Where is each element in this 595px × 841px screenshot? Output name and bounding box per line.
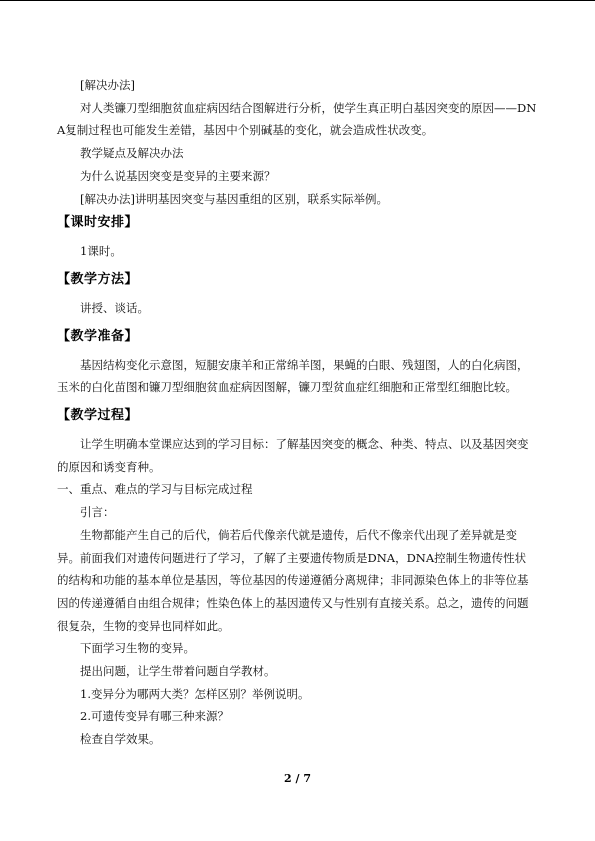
preparation-paragraph: 基因结构变化示意图，短腿安康羊和正常绵羊图，果蝇的白眼、残翅图，人的白化病图，玉米的白化苗图和镰刀型细胞贫血症病因图解，镰刀型贫血症红细胞和正常型红细胞比较。 — [57, 357, 529, 395]
page-number: 2 / 7 — [284, 772, 311, 785]
schedule-text: 1课时。 — [80, 244, 122, 259]
paragraph: 对人类镰刀型细胞贫血症病因结合图解进行分析，使学生真正明白基因突变的原因——DNA复制过程也可能发生差错，基因中个别碱基的变化，就会造成性状改变。 — [57, 100, 537, 138]
transition-text: 下面学习生物的变异。 — [80, 641, 195, 656]
subheading-text: 教学疑点及解决办法 — [80, 146, 184, 161]
intro-paragraph: 生物都能产生自己的后代，倘若后代像亲代就是遗传，后代不像亲代出现了差异就是变异。前面我们对遗传问题进行了学习，了解了主要遗传物质是DNA，DNA控制生物遗传性状的结构和功能的基本单位是基因，等位基因的传递遵循分离规律；非同源染色体上的非等位基因的传递遵循自由组合规律；性染色体上的基因遗传又与性别有直接关系。总之，遗传的问题很复杂，生物的变异也同样如此。 — [57, 527, 529, 633]
check-text: 检查自学效果。 — [80, 732, 161, 747]
section-heading-process: 【教学过程】 — [57, 408, 139, 424]
intro-label: 引言： — [80, 505, 115, 520]
method-text: 讲授、谈话。 — [80, 300, 149, 315]
top-border-line — [0, 0, 595, 1]
solution-text: [解决办法]讲明基因突变与基因重组的区别，联系实际举例。 — [80, 191, 388, 206]
section-heading-method: 【教学方法】 — [57, 271, 139, 287]
solution-label: [解决办法] — [80, 78, 135, 92]
section-heading-schedule: 【课时安排】 — [57, 215, 139, 231]
outline-heading: 一、重点、难点的学习与目标完成过程 — [57, 482, 253, 497]
section-heading-preparation: 【教学准备】 — [57, 328, 139, 344]
question-text: 为什么说基因突变是变异的主要来源？ — [80, 168, 276, 183]
instruction-text: 提出问题，让学生带着问题自学教材。 — [80, 664, 276, 679]
question-item-1: 1.变异分为哪两大类？怎样区别？举例说明。 — [80, 686, 310, 701]
objective-paragraph: 让学生明确本堂课应达到的学习目标：了解基因突变的概念、种类、特点、以及基因突变的原因和诱变育种。 — [57, 437, 529, 474]
question-item-2: 2.可遗传变异有哪三种来源？ — [80, 709, 229, 724]
document-body — [57, 74, 537, 751]
